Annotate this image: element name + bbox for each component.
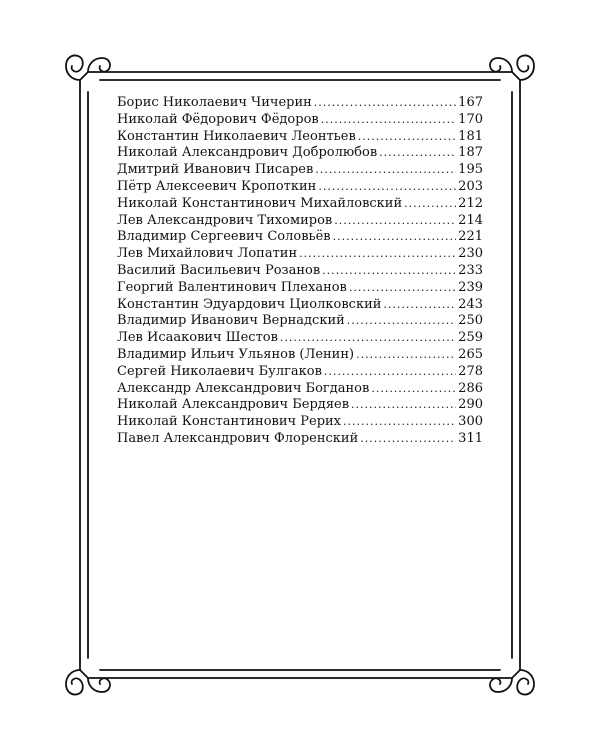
- toc-entry[interactable]: [117, 330, 483, 347]
- toc-dot-leader: [371, 381, 456, 398]
- toc-entry[interactable]: [117, 112, 483, 129]
- toc-entry-page-number: 195: [458, 162, 483, 178]
- toc-entry-name: Георгий Валентинович Плеханов: [117, 279, 347, 295]
- toc-entry-name: Борис Николаевич Чичерин: [117, 95, 312, 110]
- toc-entry-name: Константин Эдуардович Циолковский: [117, 296, 382, 312]
- toc-dot-leader: [334, 213, 456, 230]
- toc-dot-leader: [351, 397, 456, 414]
- toc-entry[interactable]: [117, 381, 483, 398]
- toc-entry-page-number: 311: [458, 430, 483, 446]
- toc-entry-page-number: 243: [458, 296, 483, 312]
- toc-entry-page-number: 290: [458, 397, 483, 413]
- corner-ornament-top-left-icon: [66, 55, 110, 80]
- toc-entry-page-number: 265: [458, 346, 483, 362]
- toc-dot-leader: [324, 364, 456, 381]
- toc-entry-name: Николай Фёдорович Фёдоров: [117, 111, 319, 127]
- toc-entry-name: Владимир Ильич Ульянов (Ленин): [117, 346, 355, 362]
- toc-entry[interactable]: [117, 297, 483, 314]
- toc-entry[interactable]: [117, 431, 483, 448]
- toc-entry-name: Николай Александрович Бердяев: [117, 397, 350, 413]
- corner-ornament-top-right-icon: [490, 55, 534, 80]
- toc-dot-leader: [343, 414, 456, 431]
- toc-entry-name: Лев Исаакович Шестов: [117, 330, 278, 346]
- toc-entry-name: Владимир Сергеевич Соловьёв: [117, 229, 331, 245]
- toc-entry-name: Николай Константинович Михайловский: [117, 195, 403, 211]
- toc-entry[interactable]: [117, 145, 483, 162]
- toc-dot-leader: [347, 313, 456, 330]
- toc-entry-page-number: 187: [458, 145, 483, 161]
- toc-dot-leader: [280, 330, 456, 347]
- toc-entry-name: Лев Александрович Тихомиров: [117, 212, 333, 228]
- toc-entry[interactable]: [117, 179, 483, 196]
- toc-entry-page-number: 212: [458, 195, 483, 211]
- toc-entry-name: Николай Константинович Рерих: [117, 414, 342, 430]
- toc-entry-page-number: 278: [458, 363, 483, 379]
- toc-entry[interactable]: [117, 364, 483, 381]
- toc-entry-page-number: 300: [458, 414, 483, 430]
- toc-entry[interactable]: [117, 397, 483, 414]
- toc-entry-name: Пётр Алексеевич Кропоткин: [117, 178, 317, 194]
- toc-dot-leader: [318, 179, 456, 196]
- toc-entry[interactable]: [117, 162, 483, 179]
- toc-entry-page-number: 250: [458, 313, 483, 329]
- toc-entry[interactable]: [117, 129, 483, 146]
- toc-entry-page-number: 203: [458, 178, 483, 194]
- toc-entry-name: Сергей Николаевич Булгаков: [117, 363, 322, 379]
- toc-entry[interactable]: [117, 95, 483, 112]
- toc-entry-page-number: 181: [458, 128, 483, 144]
- toc-entry-name: Павел Александрович Флоренский: [117, 430, 359, 446]
- toc-dot-leader: [314, 95, 456, 112]
- toc-entry-name: Василий Васильевич Розанов: [117, 262, 321, 278]
- toc-entry-name: Александр Александрович Богданов: [117, 380, 370, 396]
- toc-entry[interactable]: [117, 263, 483, 280]
- toc-entry-name: Константин Николаевич Леонтьев: [117, 128, 356, 144]
- toc-entry[interactable]: [117, 246, 483, 263]
- toc-dot-leader: [322, 263, 456, 280]
- toc-dot-leader: [404, 196, 456, 213]
- corner-ornament-bottom-left-icon: [66, 670, 110, 695]
- toc-dot-leader: [299, 246, 456, 263]
- toc-dot-leader: [349, 280, 456, 297]
- toc-entry-name: Лев Михайлович Лопатин: [117, 246, 298, 262]
- toc-entry-page-number: 286: [458, 380, 483, 396]
- toc-entry-page-number: 214: [458, 212, 483, 228]
- toc-dot-leader: [333, 229, 457, 246]
- toc-dot-leader: [321, 112, 456, 129]
- toc-entry-page-number: 167: [458, 95, 483, 110]
- toc-entry-name: Дмитрий Иванович Писарев: [117, 162, 314, 178]
- toc-entry[interactable]: [117, 196, 483, 213]
- toc-dot-leader: [379, 145, 456, 162]
- toc-dot-leader: [315, 162, 456, 179]
- toc-entry-name: Владимир Иванович Вернадский: [117, 313, 345, 329]
- toc-dot-leader: [356, 347, 456, 364]
- toc-entry[interactable]: [117, 347, 483, 364]
- toc-dot-leader: [383, 297, 456, 314]
- toc-entry-name: Николай Александрович Добролюбов: [117, 145, 378, 161]
- toc-entry[interactable]: [117, 313, 483, 330]
- toc-entry[interactable]: [117, 414, 483, 431]
- table-of-contents: [117, 95, 483, 448]
- toc-dot-leader: [358, 129, 456, 146]
- toc-entry[interactable]: [117, 280, 483, 297]
- toc-dot-leader: [360, 431, 456, 448]
- toc-entry-page-number: 170: [458, 111, 483, 127]
- toc-entry-page-number: 230: [458, 246, 483, 262]
- toc-entry-page-number: 221: [458, 229, 483, 245]
- toc-entry[interactable]: [117, 213, 483, 230]
- toc-entry-page-number: 259: [458, 330, 483, 346]
- toc-entry[interactable]: [117, 229, 483, 246]
- toc-entry-page-number: 233: [458, 262, 483, 278]
- toc-entry-page-number: 239: [458, 279, 483, 295]
- corner-ornament-bottom-right-icon: [490, 670, 534, 695]
